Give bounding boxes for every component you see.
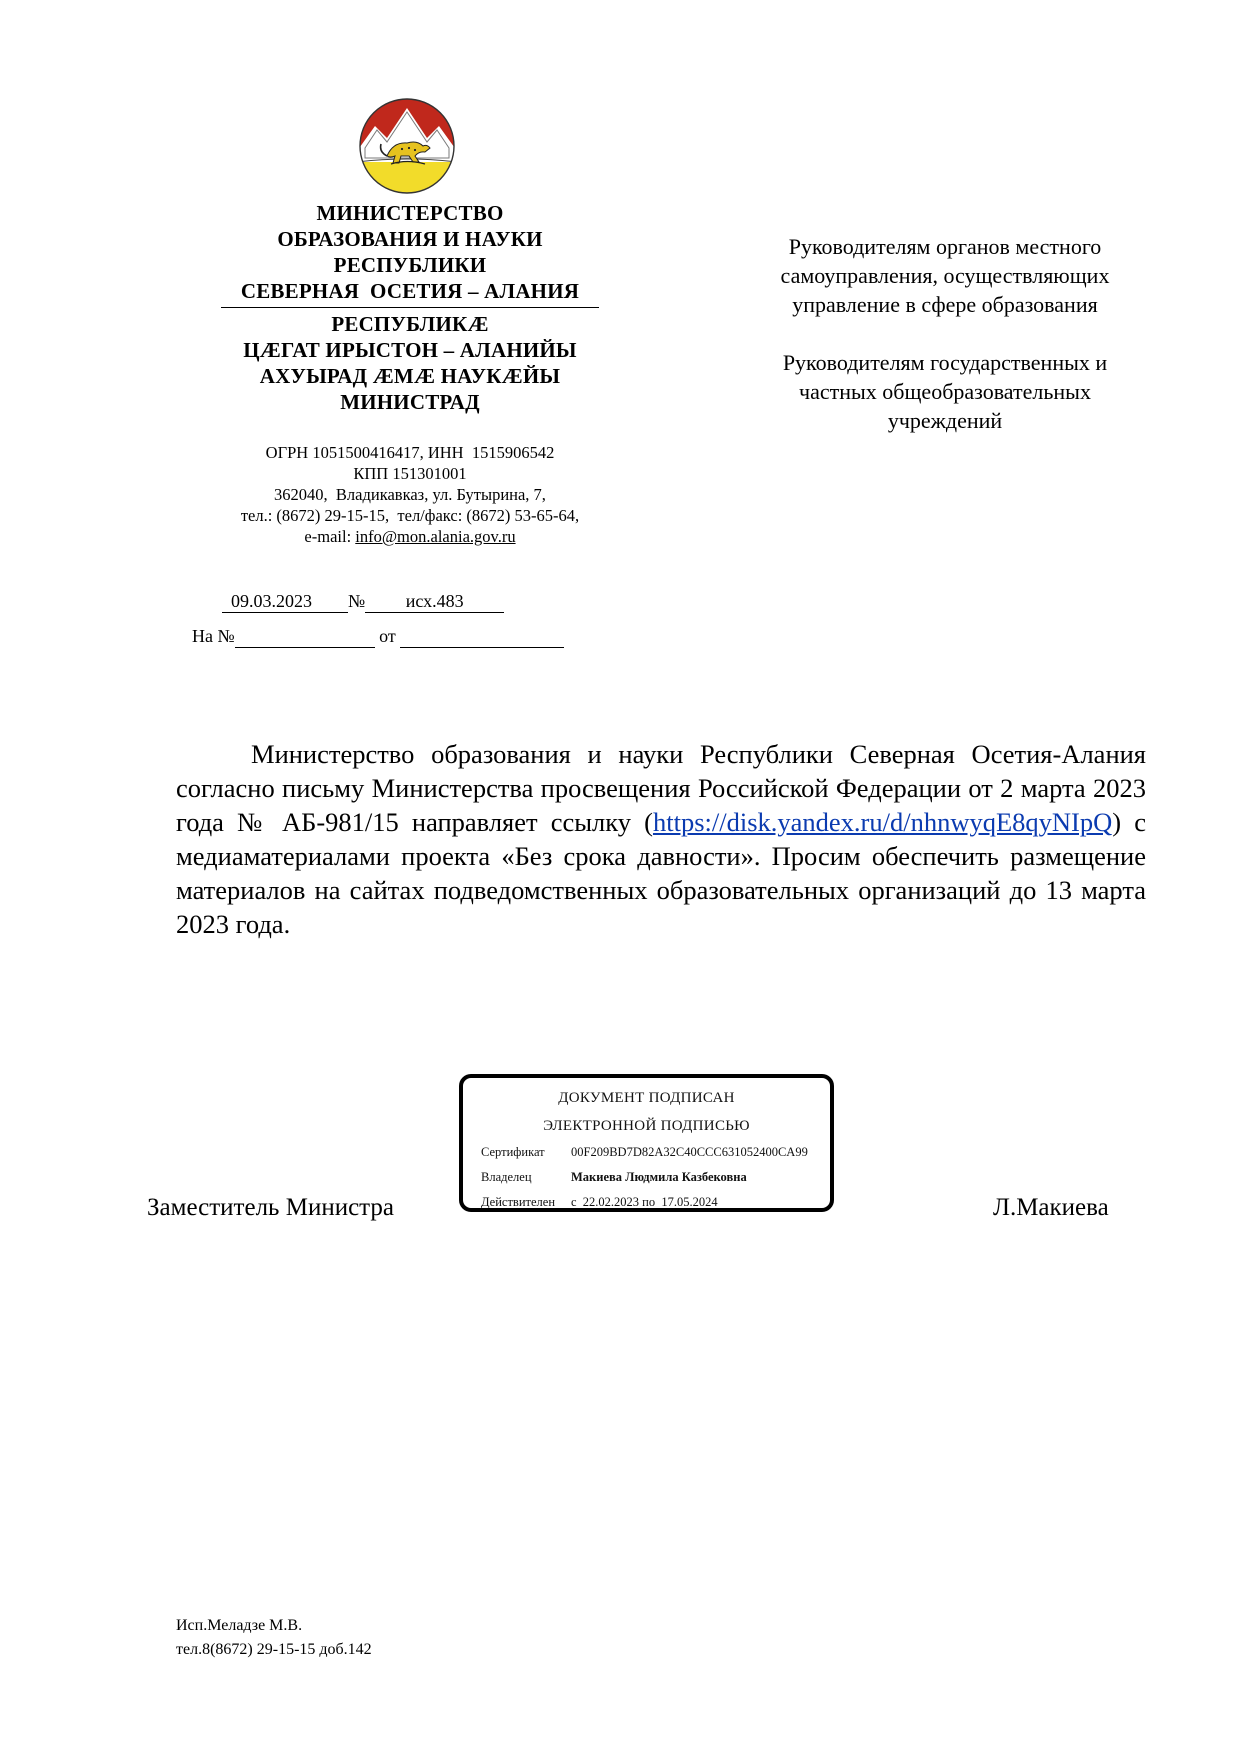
- stamp-validity-row: [463, 1194, 830, 1210]
- outgoing-number: [365, 590, 504, 613]
- addressee-gap: [735, 319, 1155, 348]
- stamp-owner-label: Владелец: [481, 1170, 532, 1184]
- ministry-name-ru-line: РЕСПУБЛИКИ: [333, 253, 487, 277]
- addressee-line: управление в сфере образования: [792, 292, 1098, 317]
- addressee-line: самоуправления, осуществляющих: [780, 263, 1110, 288]
- registration-line: [222, 590, 504, 613]
- stamp-certificate-label: Сертификат: [481, 1145, 545, 1159]
- ref-from-label: от: [379, 626, 396, 646]
- outgoing-number-value: исх.483: [405, 591, 464, 611]
- addressee-line: Руководителям органов местного: [788, 234, 1102, 259]
- outgoing-date: [222, 590, 348, 613]
- stamp-title-line1: ДОКУМЕНТ ПОДПИСАН: [558, 1090, 735, 1106]
- reference-line: [192, 625, 564, 648]
- signer-name: Л.Макиева: [993, 1194, 1109, 1221]
- ministry-name-ru-line: СЕВЕРНАЯ ОСЕТИЯ – АЛАНИЯ: [240, 279, 580, 303]
- executor-phone: тел.8(8672) 29-15-15 доб.142: [176, 1641, 372, 1658]
- electronic-signature-stamp: [459, 1074, 834, 1212]
- stamp-validity-label: Действителен: [481, 1195, 556, 1209]
- ministry-name-os-line: РЕСПУБЛИКӔ: [331, 312, 489, 336]
- addressee-block: [735, 232, 1155, 435]
- outgoing-date-value: 09.03.2023: [231, 591, 312, 611]
- body-text-after-link: ) с медиаматериалами проекта «Без срока давности». Просим обеспечить размещение материалов на сайтах подведомственных образовательных организаций до 13 марта 2023 года.: [176, 807, 1146, 939]
- yandex-disk-link[interactable]: https://disk.yandex.ru/d/nhnwyqE8qyNIpQ: [652, 807, 1113, 837]
- signer-position: Заместитель Министра: [147, 1194, 394, 1221]
- ministry-name-os-line: АХУЫРАД ӔМӔ НАУКӔЙЫ: [259, 364, 561, 388]
- ref-number-label: На №: [192, 626, 235, 646]
- executor-name: Исп.Меладзе М.В.: [176, 1617, 303, 1634]
- stamp-validity-value: с 22.02.2023 по 17.05.2024: [571, 1195, 718, 1209]
- stamp-title-line2: ЭЛЕКТРОННОЙ ПОДПИСЬЮ: [543, 1118, 750, 1134]
- address: 362040, Владикавказ, ул. Бутырина, 7,: [274, 485, 546, 504]
- header-divider: [221, 307, 599, 308]
- email-link[interactable]: info@mon.alania.gov.ru: [355, 527, 516, 546]
- letter-body: [176, 737, 1146, 941]
- phones: тел.: (8672) 29-15-15, тел/факс: (8672) 53-65-64,: [240, 506, 580, 525]
- ministry-requisites: [190, 442, 630, 547]
- ogrn-inn: ОГРН 1051500416417, ИНН 1515906542: [265, 443, 555, 462]
- stamp-owner-row: [463, 1169, 830, 1185]
- email-line: [190, 526, 630, 547]
- email-label: e-mail:: [304, 527, 356, 546]
- ministry-name-ru-line: ОБРАЗОВАНИЯ И НАУКИ: [277, 227, 543, 251]
- ref-number-blank: [235, 625, 375, 648]
- stamp-certificate-row: [463, 1144, 830, 1160]
- kpp: КПП 151301001: [353, 464, 467, 483]
- executor-info: [176, 1614, 372, 1662]
- addressee-line: учреждений: [887, 408, 1003, 433]
- stamp-owner-value: Макиева Людмила Казбековна: [571, 1170, 747, 1184]
- ministry-name-os-line: ЦӔГАТ ИРЫСТОН – АЛАНИЙЫ: [243, 338, 577, 362]
- addressee-line: частных общеобразовательных: [799, 379, 1091, 404]
- ref-date-blank: [400, 625, 564, 648]
- ministry-header: [190, 200, 630, 415]
- ministry-name-ru-line: МИНИСТЕРСТВО: [316, 201, 504, 225]
- coat-of-arms-emblem: [357, 96, 457, 196]
- addressee-line: Руководителям государственных и: [782, 350, 1108, 375]
- stamp-certificate-value: 00F209BD7D82A32C40CCC631052400CA99: [571, 1145, 808, 1159]
- ministry-name-os-line: МИНИСТРАД: [340, 390, 480, 414]
- number-sign: №: [348, 591, 366, 611]
- body-text-before-link: Министерство образования и науки Республики Северная Осетия-Алания согласно письму Министерства просвещения Российской Федерации от 2 марта 2023 года № АБ-981/15 направляет ссылку (: [176, 739, 1146, 837]
